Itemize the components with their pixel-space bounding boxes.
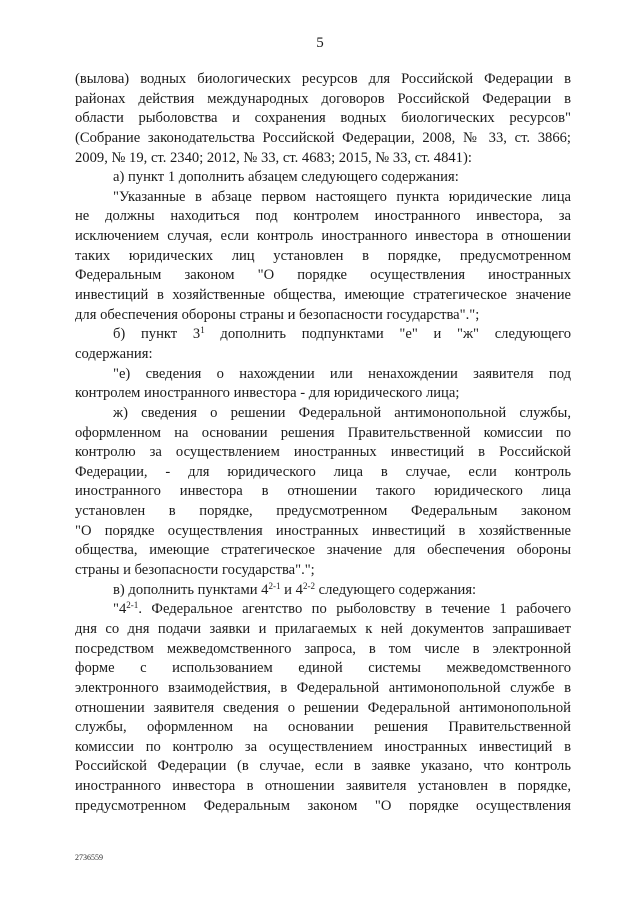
text-line: установлен в порядке, предусмотренном Федеральным законом: [75, 503, 571, 520]
text-segment: и 4: [280, 581, 303, 598]
text-line: [75, 581, 571, 601]
text-line: районах действия международных договоров Российской Федерации в: [75, 90, 571, 107]
text-line: а) пункт 1 дополнить абзацем следующего содержания:: [113, 169, 459, 186]
text-line: предусмотренном Федеральным законом "О порядке осуществления: [75, 797, 571, 814]
text-line: иностранного инвестора в отношении такого юридического лица: [75, 483, 571, 500]
text-line: "е) сведения о нахождении или ненахождении заявителя под: [113, 365, 571, 382]
text-line: таких юридических лиц установлен в порядке, предусмотренном: [75, 247, 571, 264]
text-segment: в) дополнить пунктами 4: [113, 581, 269, 598]
text-line: [75, 600, 571, 620]
text-line: не должны находиться под контролем иностранного инвестора, за: [75, 208, 571, 225]
text-line: комиссии по контролю за осуществлением иностранных инвестиций в: [75, 738, 571, 755]
text-line: контролю за осуществлением иностранных инвестиций в Российской: [75, 444, 571, 461]
text-line: контролем иностранного инвестора - для юридического лица;: [75, 385, 460, 402]
text-line: страны и безопасности государства".";: [75, 562, 315, 579]
text-line: дня со дня подачи заявки и прилагаемых к ней документов запрашивает: [75, 620, 571, 637]
text-segment: дополнить подпунктами "е" и "ж" следующего: [204, 326, 571, 343]
text-line: электронного взаимодействия, в Федеральной антимонопольной службе в: [75, 679, 571, 696]
text-line: общества, имеющие стратегическое значение для обеспечения обороны: [75, 542, 571, 559]
superscript: 2-2: [302, 580, 315, 591]
superscript: 1: [200, 325, 205, 336]
superscript: 2-1: [126, 600, 139, 611]
document-text: [75, 70, 571, 816]
text-line: форме с использованием единой системы межведомственного: [75, 660, 571, 677]
page-number: 5: [316, 35, 324, 51]
text-line: ж) сведения о решении Федеральной антимонопольной службы,: [113, 404, 571, 421]
text-line: иностранного инвестора в отношении заявителя установлен в порядке,: [75, 778, 571, 795]
text-segment: "4: [113, 601, 127, 618]
text-line: посредством межведомственного запроса, в том числе в электронной: [75, 640, 571, 657]
text-line: (вылова) водных биологических ресурсов для Российской Федерации в: [75, 71, 571, 87]
text-line: содержания:: [75, 345, 153, 362]
text-line: "О порядке осуществления иностранных инвестиций в хозяйственные: [75, 522, 571, 539]
text-line: отношении заявителя сведения о решении Федеральной антимонопольной: [75, 699, 571, 716]
text-segment: . Федеральное агентство по рыболовству в течение 1 рабочего: [138, 601, 571, 618]
text-segment: б) пункт 3: [113, 326, 201, 343]
superscript: 2-1: [268, 580, 281, 591]
text-line: Федеральным законом "О порядке осуществления иностранных: [75, 267, 571, 284]
document-code: 2736559: [75, 853, 103, 862]
text-line: инвестиций в хозяйственные общества, имеющие стратегическое значение: [75, 287, 571, 304]
text-line: оформленном на основании решения Правительственной комиссии по: [75, 424, 571, 441]
text-line: Российской Федерации (в случае, если в заявке указано, что контроль: [75, 758, 571, 775]
text-line: службы, оформленном на основании решения Правительственной: [75, 719, 571, 736]
text-line: Федерации, - для юридического лица в случае, если контроль: [75, 463, 571, 480]
text-line: (Собрание законодательства Российской Федерации, 2008, № 33, ст. 3866;: [75, 129, 571, 146]
text-line: [75, 325, 571, 345]
text-segment: следующего содержания:: [315, 581, 477, 598]
text-line: "Указанные в абзаце первом настоящего пункта юридические лица: [113, 188, 571, 205]
text-line: 2009, № 19, ст. 2340; 2012, № 33, ст. 4683; 2015, № 33, ст. 4841):: [75, 149, 472, 166]
text-line: для обеспечения обороны страны и безопасности государства".";: [75, 306, 480, 323]
text-line: области рыболовства и сохранения водных биологических ресурсов": [75, 110, 571, 127]
text-line: исключением случая, если контроль иностранного инвестора в отношении: [75, 228, 571, 245]
